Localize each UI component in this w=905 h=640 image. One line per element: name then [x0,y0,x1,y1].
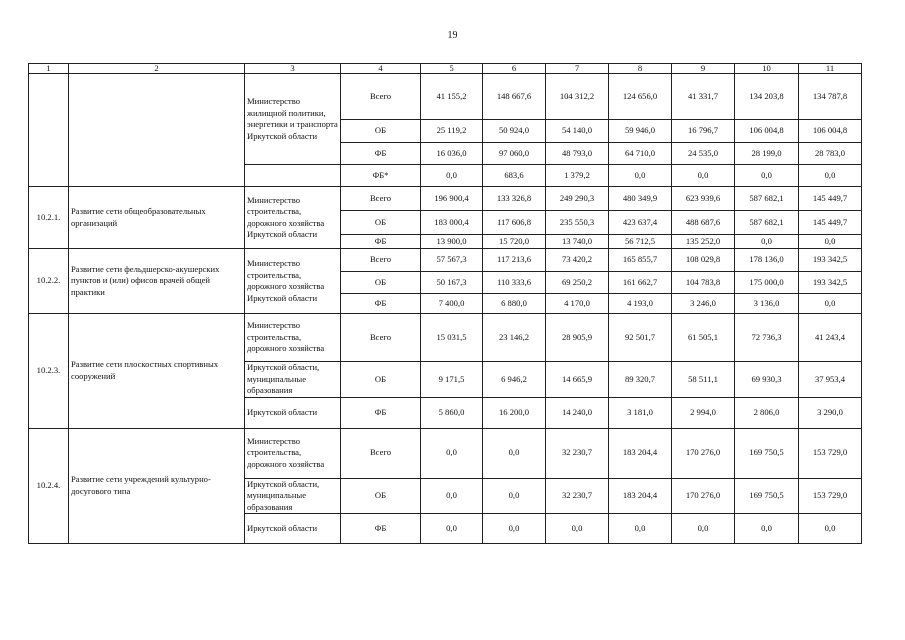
table-row [29,314,862,362]
page-number: 19 [447,30,458,41]
value-cell: 0,0 [609,514,672,544]
value-cell: 153 729,0 [799,428,862,478]
value-cell: 104 312,2 [546,74,609,120]
value-cell: 0,0 [546,514,609,544]
value-cell: 48 793,0 [546,143,609,165]
value-cell: 134 787,8 [799,74,862,120]
value-cell: 488 687,6 [672,211,735,235]
funding-source: Всего [341,314,421,362]
value-cell: 0,0 [735,235,799,249]
executor-cell: Министерство строительства, дорожного хозяйства [245,428,341,478]
funding-source: Всего [341,74,421,120]
row-index [29,74,69,187]
funding-source: ФБ* [341,165,421,187]
value-cell: 175 000,0 [735,272,799,294]
value-cell: 24 535,0 [672,143,735,165]
value-cell: 69 930,3 [735,362,799,398]
value-cell: 183 000,4 [421,211,483,235]
value-cell: 6 946,2 [483,362,546,398]
value-cell: 15 031,5 [421,314,483,362]
value-cell: 0,0 [421,165,483,187]
header-cell: 3 [245,64,341,74]
funding-source: ФБ [341,294,421,314]
value-cell: 37 953,4 [799,362,862,398]
value-cell: 92 501,7 [609,314,672,362]
value-cell: 2 806,0 [735,397,799,428]
value-cell: 587 682,1 [735,211,799,235]
header-row [29,64,862,74]
value-cell: 4 170,0 [546,294,609,314]
value-cell: 110 333,6 [483,272,546,294]
value-cell: 23 146,2 [483,314,546,362]
value-cell: 0,0 [735,514,799,544]
header-cell: 1 [29,64,69,74]
executor-cell: Иркутской области, муниципальные образования [245,362,341,398]
value-cell: 0,0 [483,478,546,514]
value-cell: 0,0 [609,165,672,187]
value-cell: 73 420,2 [546,249,609,272]
header-cell: 6 [483,64,546,74]
value-cell: 108 029,8 [672,249,735,272]
value-cell: 54 140,0 [546,120,609,143]
measure-name: Развитие сети фельдшерско-акушерских пунктов и (или) офисов врачей общей практики [69,249,245,314]
executor-cell-empty [245,165,341,187]
measure-name: Развитие сети плоскостных спортивных сооружений [69,314,245,429]
value-cell: 58 511,1 [672,362,735,398]
executor-cell: Иркутской области [245,514,341,544]
budget-table [28,63,862,544]
value-cell: 97 060,0 [483,143,546,165]
value-cell: 32 230,7 [546,478,609,514]
value-cell: 196 900,4 [421,187,483,211]
header-cell: 4 [341,64,421,74]
value-cell: 117 213,6 [483,249,546,272]
header-cell: 9 [672,64,735,74]
value-cell: 193 342,5 [799,272,862,294]
executor-cell: Министерство строительства, дорожного хозяйства Иркутской области [245,187,341,249]
header-cell: 11 [799,64,862,74]
value-cell: 106 004,8 [735,120,799,143]
row-index: 10.2.1. [29,187,69,249]
value-cell: 57 567,3 [421,249,483,272]
value-cell: 0,0 [421,478,483,514]
value-cell: 41 155,2 [421,74,483,120]
value-cell: 249 290,3 [546,187,609,211]
value-cell: 13 900,0 [421,235,483,249]
value-cell: 0,0 [799,294,862,314]
table-row [29,74,862,120]
value-cell: 28 199,0 [735,143,799,165]
value-cell: 41 331,7 [672,74,735,120]
value-cell: 3 246,0 [672,294,735,314]
value-cell: 25 119,2 [421,120,483,143]
value-cell: 41 243,4 [799,314,862,362]
value-cell: 32 230,7 [546,428,609,478]
value-cell: 50 924,0 [483,120,546,143]
value-cell: 3 181,0 [609,397,672,428]
header-cell: 8 [609,64,672,74]
funding-source: ФБ [341,397,421,428]
value-cell: 0,0 [483,514,546,544]
value-cell: 0,0 [799,235,862,249]
value-cell: 7 400,0 [421,294,483,314]
funding-source: ФБ [341,514,421,544]
funding-source: ОБ [341,362,421,398]
executor-cell: Иркутской области, муниципальные образования [245,478,341,514]
value-cell: 16 200,0 [483,397,546,428]
value-cell: 106 004,8 [799,120,862,143]
value-cell: 623 939,6 [672,187,735,211]
value-cell: 169 750,5 [735,428,799,478]
funding-source: ФБ [341,235,421,249]
value-cell: 587 682,1 [735,187,799,211]
value-cell: 117 606,8 [483,211,546,235]
header-cell: 7 [546,64,609,74]
value-cell: 16 036,0 [421,143,483,165]
value-cell: 13 740,0 [546,235,609,249]
value-cell: 183 204,4 [609,428,672,478]
value-cell: 72 736,3 [735,314,799,362]
value-cell: 61 505,1 [672,314,735,362]
value-cell: 135 252,0 [672,235,735,249]
value-cell: 124 656,0 [609,74,672,120]
value-cell: 169 750,5 [735,478,799,514]
value-cell: 165 855,7 [609,249,672,272]
row-index: 10.2.3. [29,314,69,429]
value-cell: 15 720,0 [483,235,546,249]
value-cell: 3 136,0 [735,294,799,314]
value-cell: 1 379,2 [546,165,609,187]
measure-name: Развитие сети общеобразовательных организаций [69,187,245,249]
value-cell: 2 994,0 [672,397,735,428]
value-cell: 28 783,0 [799,143,862,165]
value-cell: 423 637,4 [609,211,672,235]
value-cell: 14 240,0 [546,397,609,428]
funding-source: ФБ [341,143,421,165]
value-cell: 153 729,0 [799,478,862,514]
value-cell: 5 860,0 [421,397,483,428]
value-cell: 170 276,0 [672,478,735,514]
value-cell: 89 320,7 [609,362,672,398]
value-cell: 9 171,5 [421,362,483,398]
value-cell: 0,0 [799,165,862,187]
value-cell: 145 449,7 [799,211,862,235]
value-cell: 28 905,9 [546,314,609,362]
value-cell: 0,0 [421,428,483,478]
value-cell: 50 167,3 [421,272,483,294]
value-cell: 183 204,4 [609,478,672,514]
value-cell: 59 946,0 [609,120,672,143]
measure-name: Развитие сети учреждений культурно-досугового типа [69,428,245,544]
value-cell: 134 203,8 [735,74,799,120]
value-cell: 145 449,7 [799,187,862,211]
value-cell: 56 712,5 [609,235,672,249]
row-index: 10.2.2. [29,249,69,314]
executor-cell: Министерство жилищной политики, энергетики и транспорта Иркутской области [245,74,341,165]
value-cell: 16 796,7 [672,120,735,143]
value-cell: 133 326,8 [483,187,546,211]
value-cell: 3 290,0 [799,397,862,428]
value-cell: 104 783,8 [672,272,735,294]
value-cell: 6 880,0 [483,294,546,314]
header-cell: 2 [69,64,245,74]
value-cell: 14 665,9 [546,362,609,398]
value-cell: 170 276,0 [672,428,735,478]
value-cell: 0,0 [421,514,483,544]
header-cell: 5 [421,64,483,74]
value-cell: 683,6 [483,165,546,187]
value-cell: 0,0 [672,165,735,187]
value-cell: 4 193,0 [609,294,672,314]
funding-source: Всего [341,249,421,272]
value-cell: 178 136,0 [735,249,799,272]
funding-source: ОБ [341,478,421,514]
value-cell: 0,0 [672,514,735,544]
value-cell: 69 250,2 [546,272,609,294]
header-cell: 10 [735,64,799,74]
funding-source: ОБ [341,211,421,235]
value-cell: 235 550,3 [546,211,609,235]
funding-source: ОБ [341,120,421,143]
funding-source: Всего [341,187,421,211]
value-cell: 0,0 [735,165,799,187]
table-row [29,428,862,478]
measure-name [69,74,245,187]
row-index: 10.2.4. [29,428,69,544]
funding-source: ОБ [341,272,421,294]
table-row [29,249,862,272]
executor-cell: Иркутской области [245,397,341,428]
value-cell: 480 349,9 [609,187,672,211]
value-cell: 0,0 [799,514,862,544]
value-cell: 64 710,0 [609,143,672,165]
value-cell: 0,0 [483,428,546,478]
executor-cell: Министерство строительства, дорожного хозяйства Иркутской области [245,249,341,314]
executor-cell: Министерство строительства, дорожного хозяйства [245,314,341,362]
value-cell: 148 667,6 [483,74,546,120]
table-row [29,187,862,211]
funding-source: Всего [341,428,421,478]
value-cell: 161 662,7 [609,272,672,294]
value-cell: 193 342,5 [799,249,862,272]
